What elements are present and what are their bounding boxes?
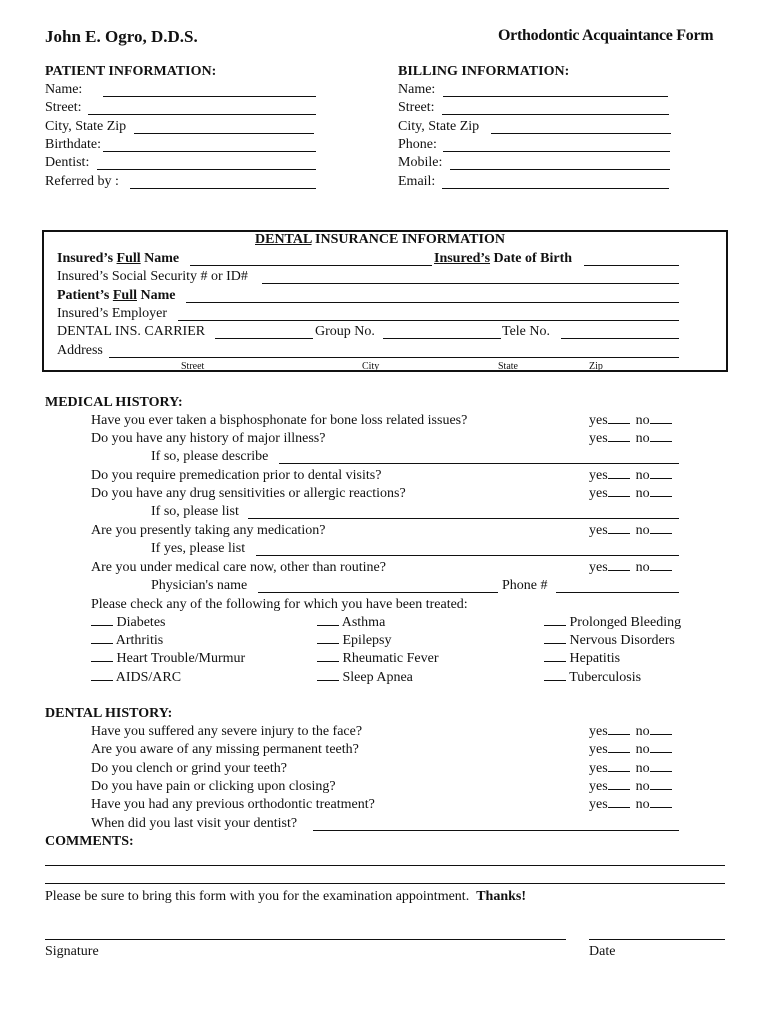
- no-blank[interactable]: [650, 478, 672, 479]
- comments-line-1[interactable]: [45, 865, 725, 866]
- condition-item[interactable]: [91, 615, 165, 631]
- insured-dob-insured: Insured’s: [434, 251, 491, 266]
- no-label: no: [635, 779, 650, 794]
- yes-blank[interactable]: [608, 752, 630, 753]
- physician-label: Physician's name: [151, 578, 248, 593]
- condition-item[interactable]: [91, 670, 181, 686]
- yes-label: yes: [589, 797, 608, 812]
- yes-blank[interactable]: [608, 789, 630, 790]
- billing-mobile-field[interactable]: [450, 169, 670, 170]
- carrier-field[interactable]: [215, 338, 313, 339]
- condition-item[interactable]: [317, 615, 385, 631]
- yes-blank[interactable]: [608, 734, 630, 735]
- no-label: no: [635, 797, 650, 812]
- no-blank[interactable]: [650, 570, 672, 571]
- condition-item[interactable]: [317, 651, 439, 667]
- form-title: Orthodontic Acquaintance Form: [498, 27, 714, 44]
- med-q6: Are you under medical care now, other than routine?: [91, 560, 386, 575]
- med-q5a-field[interactable]: [256, 555, 679, 556]
- no-blank[interactable]: [650, 789, 672, 790]
- med-q5: Are you presently taking any medication?: [91, 523, 326, 538]
- yes-label: yes: [589, 724, 608, 739]
- yes-label: yes: [589, 523, 608, 538]
- med-q3: Do you require premedication prior to dental visits?: [91, 468, 382, 483]
- no-label: no: [635, 486, 650, 501]
- condition-label: Epilepsy: [342, 633, 392, 648]
- insured-name-label: [57, 251, 179, 267]
- patient-name-label: Name:: [45, 82, 83, 97]
- yes-label: yes: [589, 779, 608, 794]
- dental-q4: Do you have pain or clicking upon closing?: [91, 779, 336, 794]
- yes-no-answer: [589, 468, 672, 484]
- yes-label: yes: [589, 761, 608, 776]
- condition-item[interactable]: [544, 615, 681, 631]
- yes-blank[interactable]: [608, 441, 630, 442]
- physician-phone-field[interactable]: [556, 592, 679, 593]
- dental-q1: Have you suffered any severe injury to the face?: [91, 724, 363, 739]
- billing-name-label: Name:: [398, 82, 436, 97]
- billing-phone-label: Phone:: [398, 137, 437, 152]
- checkbox-blank[interactable]: [317, 643, 339, 644]
- dental-q5: Have you had any previous orthodontic treatment?: [91, 797, 375, 812]
- no-blank[interactable]: [650, 533, 672, 534]
- yes-no-answer: [589, 797, 672, 813]
- footer-note: [45, 889, 526, 905]
- patient-birthdate-field[interactable]: [103, 151, 316, 152]
- checkbox-blank[interactable]: [91, 680, 113, 681]
- checkbox-blank[interactable]: [544, 625, 566, 626]
- yes-blank[interactable]: [608, 478, 630, 479]
- condition-label: Prolonged Bleeding: [569, 615, 682, 630]
- condition-label: Arthritis: [115, 633, 164, 648]
- patient-dentist-label: Dentist:: [45, 155, 90, 170]
- yes-no-answer: [589, 431, 672, 447]
- dental-q2: Are you aware of any missing permanent teeth?: [91, 742, 359, 757]
- patient-city-field[interactable]: [134, 133, 314, 134]
- no-blank[interactable]: [650, 734, 672, 735]
- no-label: no: [635, 724, 650, 739]
- med-q1: Have you ever taken a bisphosphonate for bone loss related issues?: [91, 413, 468, 428]
- billing-heading: BILLING INFORMATION:: [398, 64, 570, 79]
- patient-referred-label: Referred by :: [45, 174, 119, 189]
- insurance-heading: [255, 232, 505, 248]
- footer-thanks: Thanks!: [476, 889, 527, 904]
- address-city-sub: City: [362, 361, 380, 372]
- condition-label: AIDS/ARC: [115, 670, 182, 685]
- checkbox-blank[interactable]: [544, 643, 566, 644]
- no-label: no: [635, 560, 650, 575]
- no-blank[interactable]: [650, 752, 672, 753]
- yes-label: yes: [589, 560, 608, 575]
- patient-street-field[interactable]: [88, 114, 316, 115]
- med-q4a-field[interactable]: [248, 518, 679, 519]
- patient-full-name-word: Name: [136, 288, 176, 303]
- no-label: no: [635, 413, 650, 428]
- condition-item[interactable]: [317, 670, 413, 686]
- address-field[interactable]: [109, 357, 679, 358]
- insured-name-full: Full: [116, 251, 141, 266]
- condition-item[interactable]: [544, 670, 641, 686]
- billing-mobile-label: Mobile:: [398, 155, 443, 170]
- med-q4a: If so, please list: [151, 504, 239, 519]
- address-zip-sub: Zip: [589, 361, 603, 372]
- tele-label: Tele No.: [502, 324, 551, 339]
- yes-blank[interactable]: [608, 570, 630, 571]
- billing-phone-field[interactable]: [443, 151, 670, 152]
- yes-no-answer: [589, 413, 672, 429]
- insured-name-field[interactable]: [190, 265, 432, 266]
- yes-no-answer: [589, 761, 672, 777]
- yes-blank[interactable]: [608, 533, 630, 534]
- condition-item[interactable]: [91, 633, 163, 649]
- med-q2: Do you have any history of major illness?: [91, 431, 326, 446]
- insurance-heading-rest: INSURANCE INFORMATION: [311, 232, 505, 247]
- yes-blank[interactable]: [608, 496, 630, 497]
- patient-city-label: City, State Zip: [45, 119, 127, 134]
- tele-field[interactable]: [561, 338, 679, 339]
- patient-name-field[interactable]: [103, 96, 316, 97]
- last-visit-field[interactable]: [313, 830, 679, 831]
- no-label: no: [635, 742, 650, 757]
- footer-note-text: Please be sure to bring this form with you for the examination appointment.: [45, 889, 470, 904]
- patient-full-name-label: [57, 288, 175, 304]
- insurance-heading-dental: DENTAL: [255, 232, 312, 247]
- billing-email-label: Email:: [398, 174, 436, 189]
- dental-heading: DENTAL HISTORY:: [45, 706, 173, 721]
- insured-dob-field[interactable]: [584, 265, 679, 266]
- signature-label: Signature: [45, 944, 99, 959]
- condition-item[interactable]: [317, 633, 392, 649]
- no-blank[interactable]: [650, 423, 672, 424]
- checkbox-blank[interactable]: [91, 643, 113, 644]
- doctor-name: John E. Ogro, D.D.S.: [45, 27, 198, 46]
- condition-item[interactable]: [544, 633, 675, 649]
- insured-name-word: Name: [140, 251, 180, 266]
- yes-no-answer: [589, 560, 672, 576]
- billing-email-field[interactable]: [442, 188, 669, 189]
- billing-street-field[interactable]: [442, 114, 669, 115]
- checkbox-blank[interactable]: [544, 661, 566, 662]
- no-label: no: [635, 431, 650, 446]
- yes-no-answer: [589, 742, 672, 758]
- med-q2a-field[interactable]: [279, 463, 679, 464]
- physician-field[interactable]: [258, 592, 498, 593]
- yes-no-answer: [589, 523, 672, 539]
- condition-item[interactable]: [544, 651, 620, 667]
- group-label: Group No.: [315, 324, 375, 339]
- insured-name-prefix: Insured’s: [57, 251, 117, 266]
- yes-blank[interactable]: [608, 423, 630, 424]
- group-field[interactable]: [383, 338, 501, 339]
- comments-heading: COMMENTS:: [45, 834, 134, 849]
- checkbox-blank[interactable]: [91, 625, 113, 626]
- condition-label: Heart Trouble/Murmur: [116, 651, 246, 666]
- signature-line[interactable]: [45, 939, 566, 940]
- checkbox-blank[interactable]: [317, 680, 339, 681]
- yes-label: yes: [589, 486, 608, 501]
- dental-q6: When did you last visit your dentist?: [91, 816, 298, 831]
- med-q2a: If so, please describe: [151, 449, 269, 464]
- checkbox-blank[interactable]: [317, 661, 339, 662]
- patient-full-name-prefix: Patient’s: [57, 288, 113, 303]
- yes-label: yes: [589, 431, 608, 446]
- condition-label: Nervous Disorders: [569, 633, 675, 648]
- no-label: no: [635, 761, 650, 776]
- physician-phone-label: Phone #: [502, 578, 548, 593]
- check-intro: Please check any of the following for which you have been treated:: [91, 597, 468, 612]
- no-blank[interactable]: [650, 771, 672, 772]
- yes-no-answer: [589, 486, 672, 502]
- condition-item[interactable]: [91, 651, 245, 667]
- patient-dentist-field[interactable]: [97, 169, 316, 170]
- no-label: no: [635, 523, 650, 538]
- condition-label: Diabetes: [116, 615, 166, 630]
- patient-full-name-full: Full: [112, 288, 137, 303]
- no-label: no: [635, 468, 650, 483]
- condition-label: Hepatitis: [569, 651, 621, 666]
- checkbox-blank[interactable]: [91, 661, 113, 662]
- yes-label: yes: [589, 413, 608, 428]
- yes-no-answer: [589, 724, 672, 740]
- yes-blank[interactable]: [608, 771, 630, 772]
- date-line[interactable]: [589, 939, 725, 940]
- med-q4: Do you have any drug sensitivities or allergic reactions?: [91, 486, 406, 501]
- comments-line-2[interactable]: [45, 883, 725, 884]
- yes-label: yes: [589, 468, 608, 483]
- billing-name-field[interactable]: [443, 96, 668, 97]
- dental-q3: Do you clench or grind your teeth?: [91, 761, 287, 776]
- condition-label: Sleep Apnea: [342, 670, 413, 685]
- med-q5a: If yes, please list: [151, 541, 246, 556]
- carrier-label: DENTAL INS. CARRIER: [57, 324, 206, 339]
- patient-heading: PATIENT INFORMATION:: [45, 64, 217, 79]
- patient-street-label: Street:: [45, 100, 82, 115]
- medical-heading: MEDICAL HISTORY:: [45, 395, 183, 410]
- condition-label: Rheumatic Fever: [342, 651, 439, 666]
- checkbox-blank[interactable]: [544, 680, 566, 681]
- insured-dob-label: [434, 251, 572, 267]
- patient-referred-field[interactable]: [130, 188, 316, 189]
- no-blank[interactable]: [650, 496, 672, 497]
- address-street-sub: Street: [181, 361, 205, 372]
- billing-street-label: Street:: [398, 100, 435, 115]
- condition-label: Asthma: [341, 615, 386, 630]
- date-label: Date: [589, 944, 616, 959]
- employer-label: Insured’s Employer: [57, 306, 168, 321]
- yes-no-answer: [589, 779, 672, 795]
- ssn-field[interactable]: [262, 283, 679, 284]
- checkbox-blank[interactable]: [317, 625, 339, 626]
- billing-city-field[interactable]: [491, 133, 671, 134]
- no-blank[interactable]: [650, 807, 672, 808]
- no-blank[interactable]: [650, 441, 672, 442]
- patient-full-name-field[interactable]: [186, 302, 679, 303]
- yes-label: yes: [589, 742, 608, 757]
- address-state-sub: State: [498, 361, 518, 372]
- patient-birthdate-label: Birthdate:: [45, 137, 101, 152]
- insured-dob-rest: Date of Birth: [490, 251, 573, 266]
- employer-field[interactable]: [178, 320, 679, 321]
- billing-city-label: City, State Zip: [398, 119, 480, 134]
- yes-blank[interactable]: [608, 807, 630, 808]
- ssn-label: Insured’s Social Security # or ID#: [57, 269, 248, 284]
- condition-label: Tuberculosis: [569, 670, 642, 685]
- address-label: Address: [57, 343, 103, 358]
